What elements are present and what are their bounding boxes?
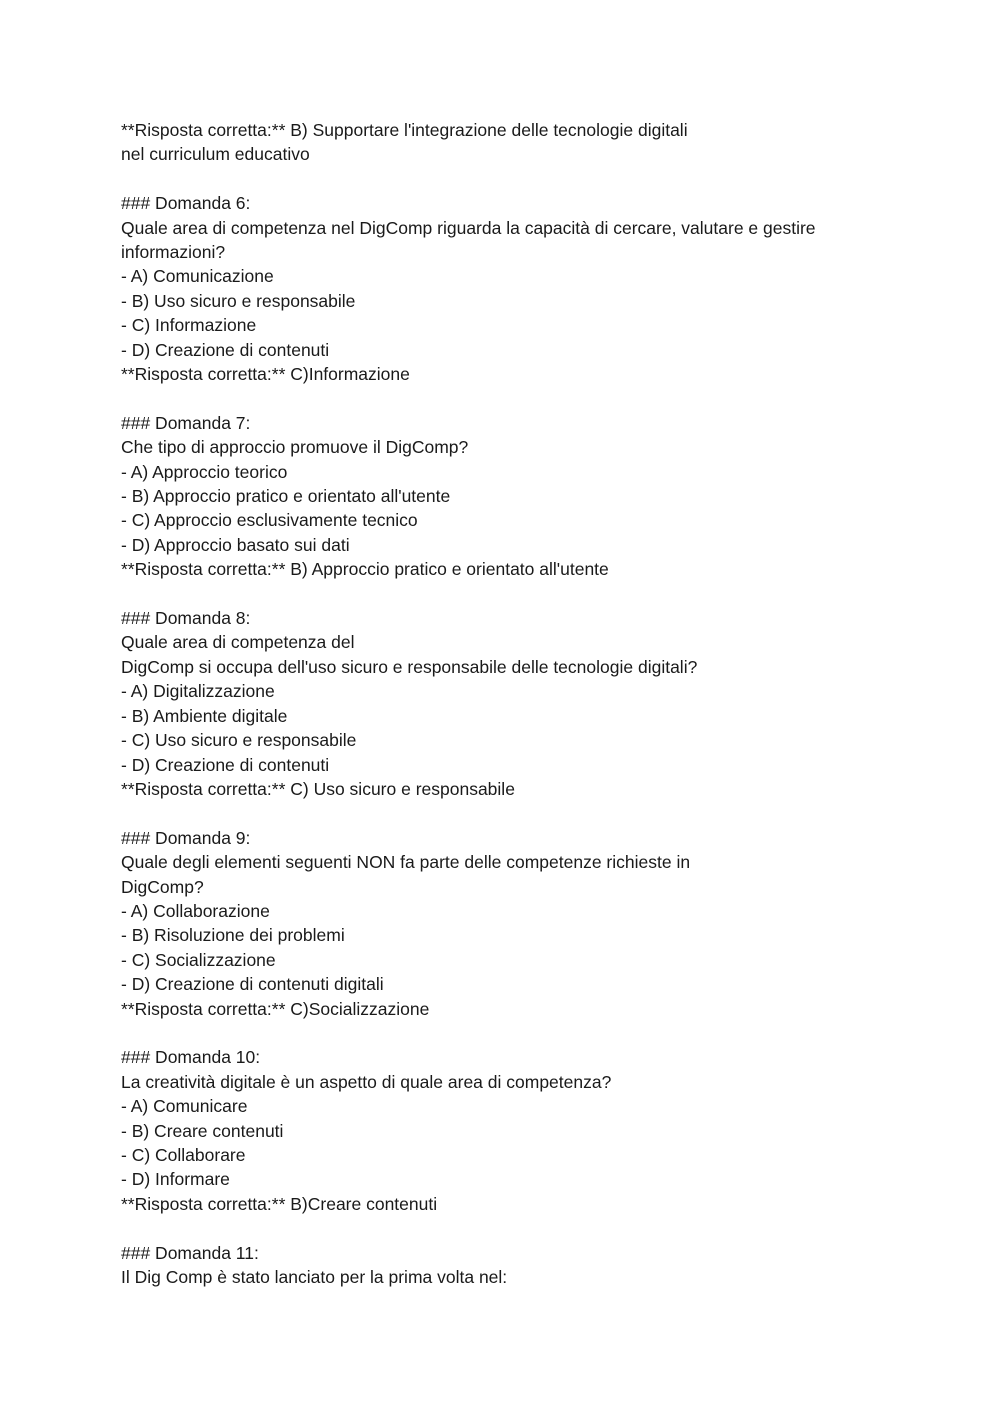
question-text: Che tipo di approccio promuove il DigComp? bbox=[121, 437, 469, 458]
answer-option: - C) Approccio esclusivamente tecnico bbox=[121, 510, 418, 531]
question-heading: ### Domanda 11: bbox=[121, 1242, 259, 1263]
question-heading: ### Domanda 8: bbox=[121, 608, 251, 629]
question-text: DigComp si occupa dell'uso sicuro e responsabile delle tecnologie digitali? bbox=[121, 656, 698, 677]
answer-option: - A) Digitalizzazione bbox=[121, 681, 275, 702]
answer-option: - B) Approccio pratico e orientato all'utente bbox=[121, 486, 451, 507]
correct-answer: **Risposta corretta:** B) Approccio pratico e orientato all'utente bbox=[121, 559, 609, 580]
question-heading: ### Domanda 6: bbox=[121, 193, 251, 214]
question-heading: ### Domanda 9: bbox=[121, 827, 251, 848]
question-text: Quale area di competenza del bbox=[121, 632, 355, 653]
intro-answer-line-1: **Risposta corretta:** B) Supportare l'integrazione delle tecnologie digitali bbox=[121, 120, 688, 140]
question-text: Quale degli elementi seguenti NON fa parte delle competenze richieste in bbox=[121, 852, 691, 873]
correct-answer: **Risposta corretta:** C)Socializzazione bbox=[121, 998, 430, 1019]
question-text: La creatività digitale è un aspetto di quale area di competenza? bbox=[121, 1071, 612, 1092]
blank-line bbox=[121, 1021, 921, 1045]
question-block-10 bbox=[121, 1045, 921, 1216]
correct-answer: **Risposta corretta:** C)Informazione bbox=[121, 364, 410, 385]
question-block-11 bbox=[121, 1241, 921, 1290]
correct-answer: **Risposta corretta:** B)Creare contenuti bbox=[121, 1193, 438, 1214]
answer-option: - B) Creare contenuti bbox=[121, 1120, 284, 1141]
question-text: Quale area di competenza nel DigComp riguarda la capacità di cercare, valutare e gestire bbox=[121, 217, 816, 238]
question-block-9 bbox=[121, 826, 921, 1021]
answer-option: - A) Comunicare bbox=[121, 1096, 248, 1117]
answer-option: - D) Approccio basato sui dati bbox=[121, 534, 350, 555]
blank-line bbox=[121, 582, 921, 606]
answer-option: - C) Socializzazione bbox=[121, 949, 276, 970]
blank-line bbox=[121, 167, 921, 191]
question-text: Il Dig Comp è stato lanciato per la prima volta nel: bbox=[121, 1267, 508, 1287]
blank-line bbox=[121, 1216, 921, 1240]
correct-answer: **Risposta corretta:** C) Uso sicuro e responsabile bbox=[121, 778, 515, 799]
answer-option: - A) Approccio teorico bbox=[121, 461, 288, 482]
document-page bbox=[121, 118, 921, 1289]
answer-option: - D) Creazione di contenuti bbox=[121, 754, 330, 775]
question-heading: ### Domanda 10: bbox=[121, 1047, 261, 1068]
answer-option: - D) Informare bbox=[121, 1169, 230, 1190]
question-text: informazioni? bbox=[121, 242, 226, 263]
answer-option: - B) Ambiente digitale bbox=[121, 705, 288, 726]
answer-option: - C) Collaborare bbox=[121, 1144, 246, 1165]
answer-option: - B) Uso sicuro e responsabile bbox=[121, 290, 356, 311]
answer-option: - D) Creazione di contenuti bbox=[121, 339, 330, 360]
question-text: DigComp? bbox=[121, 876, 204, 897]
blank-line bbox=[121, 801, 921, 825]
question-block-7 bbox=[121, 411, 921, 582]
answer-option: - A) Comunicazione bbox=[121, 266, 274, 287]
answer-option: - D) Creazione di contenuti digitali bbox=[121, 974, 384, 995]
answer-option: - A) Collaborazione bbox=[121, 900, 270, 921]
intro-answer-line-2: nel curriculum educativo bbox=[121, 144, 310, 165]
answer-option: - B) Risoluzione dei problemi bbox=[121, 925, 345, 946]
blank-line bbox=[121, 386, 921, 410]
answer-option: - C) Uso sicuro e responsabile bbox=[121, 730, 357, 751]
answer-option: - C) Informazione bbox=[121, 315, 257, 336]
question-block-8 bbox=[121, 606, 921, 801]
question-block-6 bbox=[121, 191, 921, 386]
question-heading: ### Domanda 7: bbox=[121, 412, 251, 433]
